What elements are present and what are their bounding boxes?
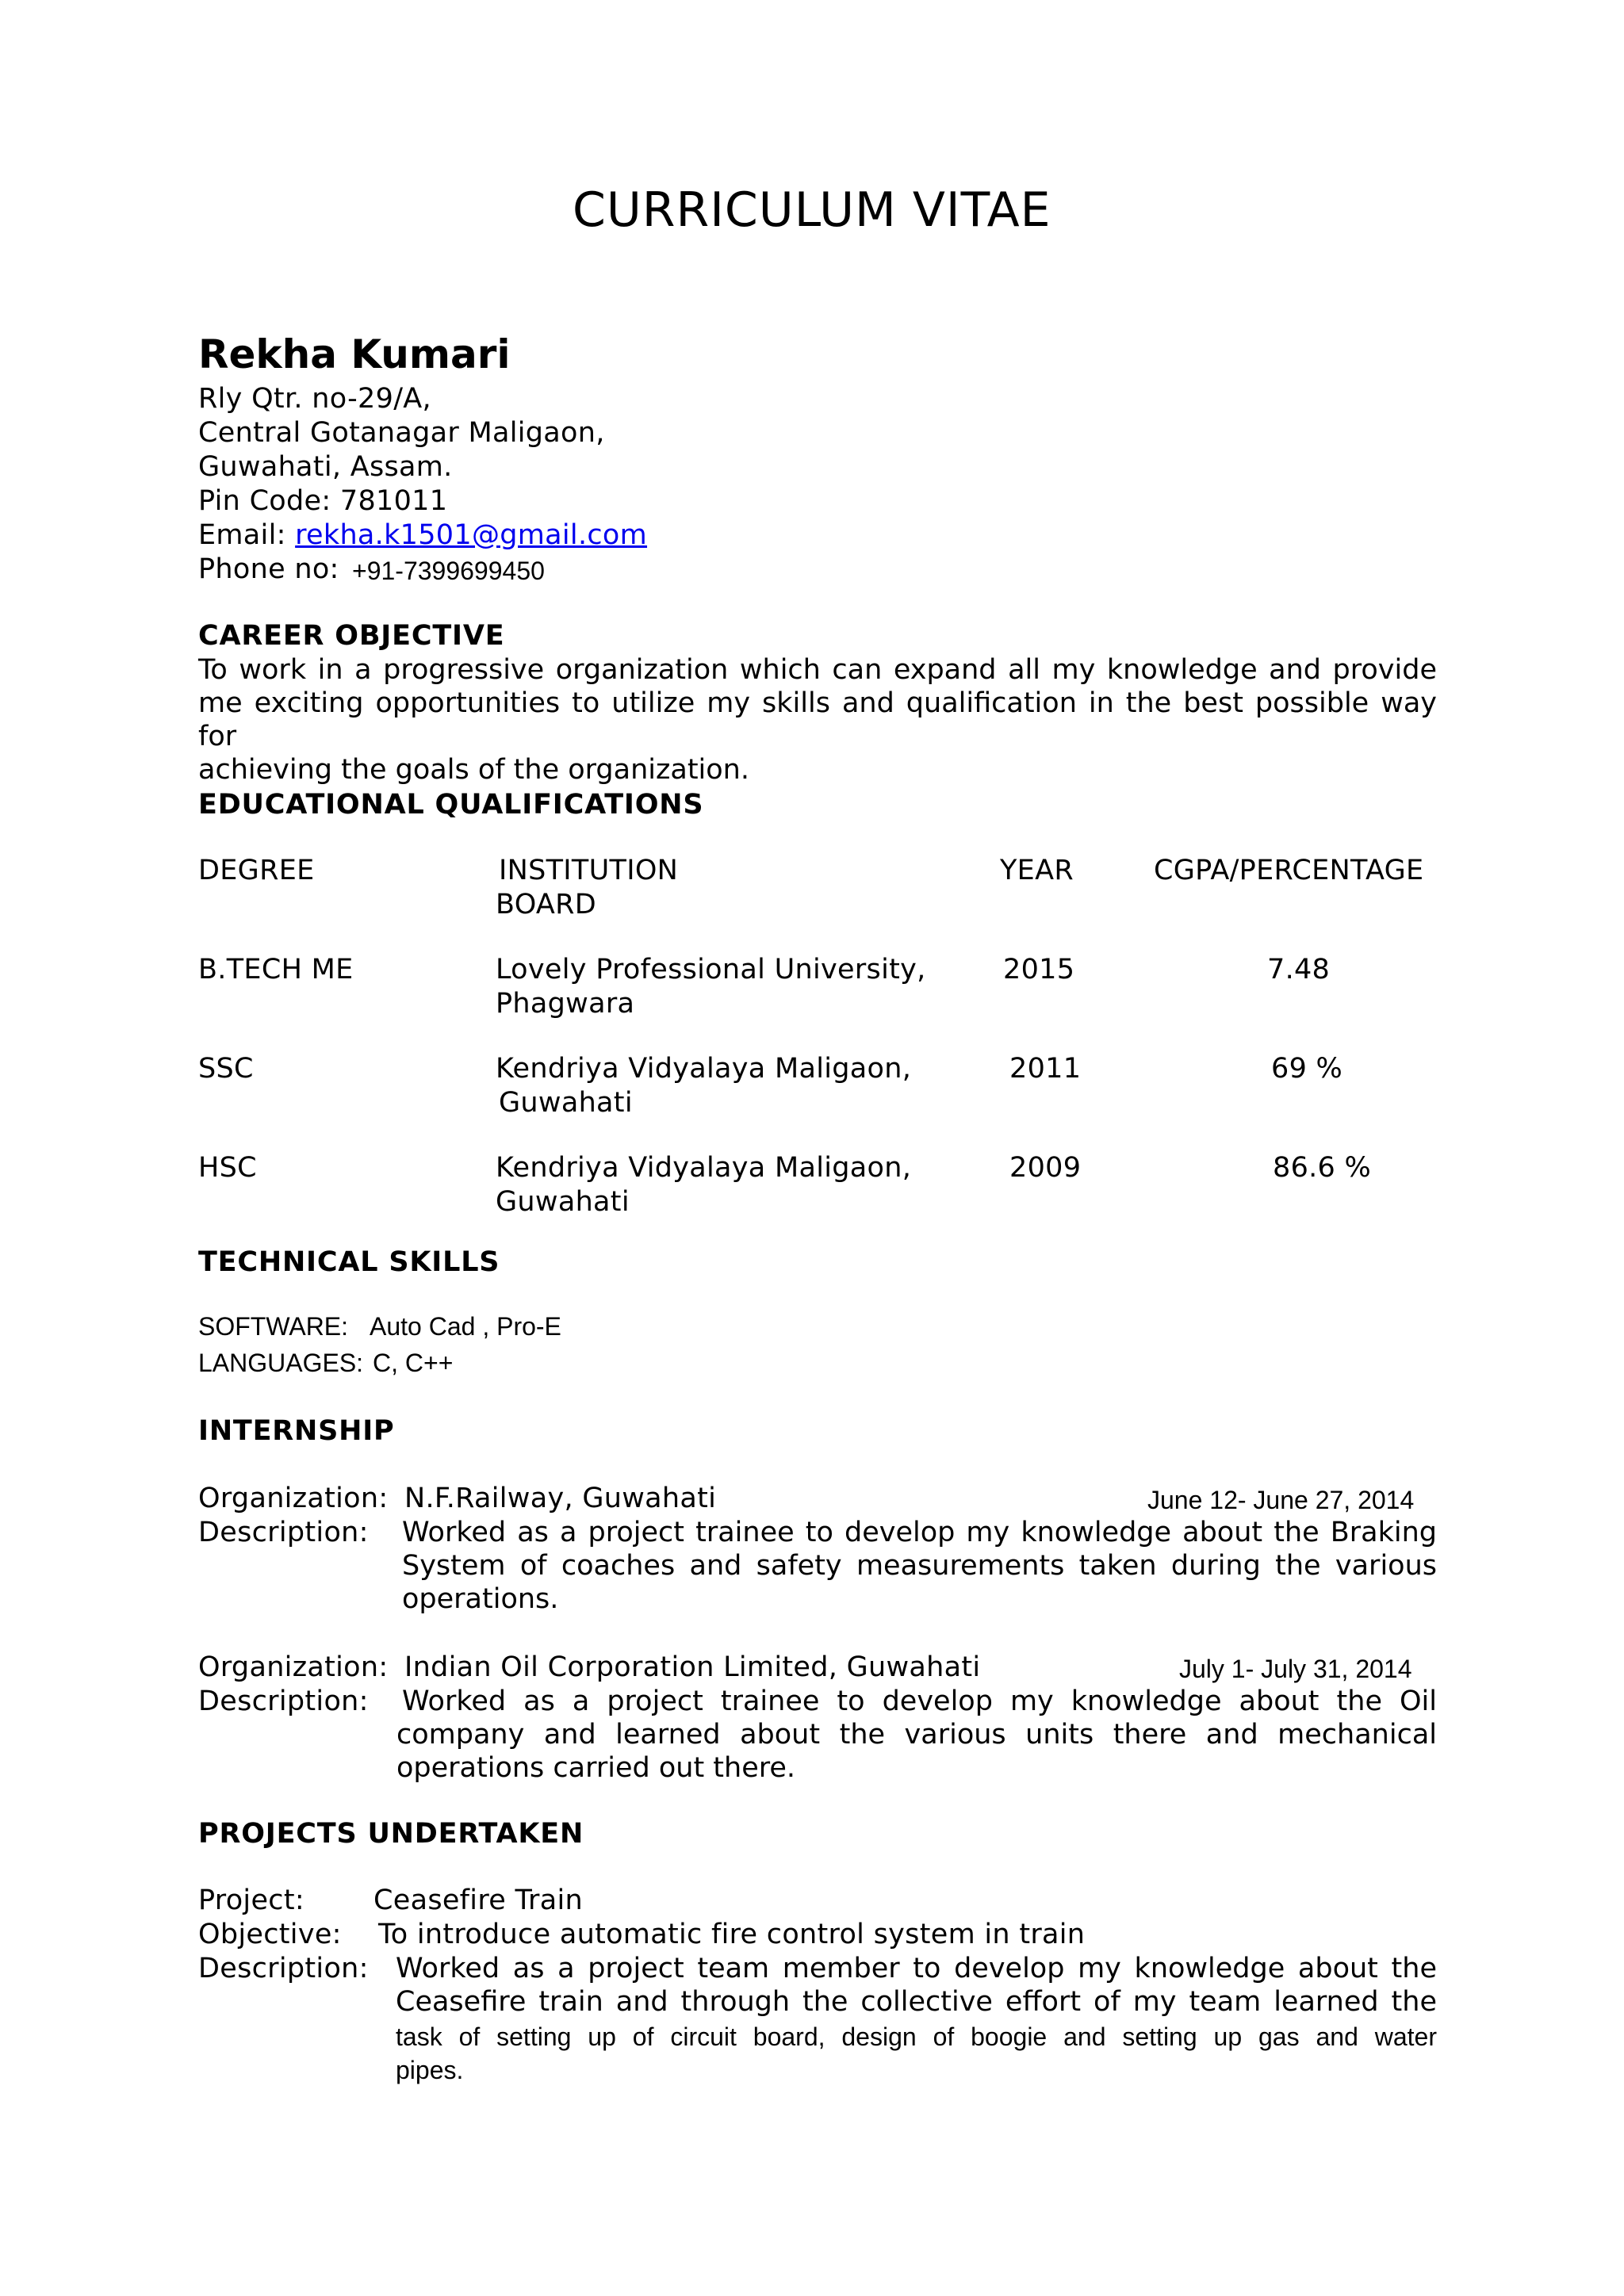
email-link[interactable]: rekha.k1501@gmail.com (295, 519, 648, 551)
edu-row-1-degree: B.TECH ME (198, 954, 354, 985)
col-header-degree: DEGREE (198, 855, 315, 886)
address-line-1: Rly Qtr. no-29/A, (198, 383, 431, 415)
edu-row-2-year: 2011 (1009, 1053, 1082, 1085)
software-label: SOFTWARE: (198, 1312, 349, 1341)
internship-2-desc-line-1: Worked as a project trainee to develop my knowledge about the Oil (402, 1686, 1437, 1717)
col-header-year: YEAR (1000, 855, 1074, 886)
objective-label: Objective: (198, 1919, 342, 1950)
col-header-score: CGPA/PERCENTAGE (1154, 855, 1424, 886)
internship-heading: INTERNSHIP (198, 1415, 395, 1447)
edu-row-2-score: 69 % (1271, 1053, 1343, 1085)
internship-2-desc (396, 1685, 1437, 1785)
internship-1-org-label: Organization: (198, 1483, 389, 1514)
career-line-2: me exciting opportunities to utilize my skills and qualification in the best possible way for (198, 687, 1437, 752)
internship-1-desc (402, 1516, 1437, 1616)
internship-1-desc-label: Description: (198, 1517, 369, 1548)
phone-label: Phone no: (198, 553, 339, 585)
internship-2-org-label: Organization: (198, 1651, 389, 1683)
phone-number: +91-7399699450 (352, 557, 545, 585)
software-value: Auto Cad , Pro-E (370, 1312, 561, 1341)
edu-row-3-year: 2009 (1009, 1152, 1082, 1184)
languages-value: C, C++ (373, 1349, 454, 1377)
address-line-3: Guwahati, Assam. (198, 451, 453, 483)
project-desc-label: Description: (198, 1953, 369, 1984)
internship-2-desc-line-2: company and learned about the various units there and mechanical (396, 1719, 1437, 1751)
internship-2-desc-line-3: operations carried out there. (396, 1752, 796, 1784)
email-label: Email: (198, 519, 296, 551)
project-desc-line-1: Worked as a project team member to develop my knowledge about the (396, 1953, 1437, 1984)
edu-row-3-institution-2: Guwahati (496, 1186, 630, 1218)
edu-row-2-institution-2: Guwahati (499, 1087, 633, 1119)
internship-1-desc-line-1: Worked as a project trainee to develop my knowledge about the Braking (402, 1517, 1437, 1548)
edu-row-1-institution-2: Phagwara (496, 988, 635, 1020)
col-header-institution: INSTITUTION (499, 855, 679, 886)
pin-code: Pin Code: 781011 (198, 485, 448, 517)
project-desc (396, 1952, 1437, 2019)
projects-heading: PROJECTS UNDERTAKEN (198, 1818, 584, 1850)
address-line-2: Central Gotanagar Maligaon, (198, 417, 605, 449)
career-line-1: To work in a progressive organization which can expand all my knowledge and provide (198, 654, 1437, 686)
education-heading: EDUCATIONAL QUALIFICATIONS (198, 789, 704, 821)
internship-1-org: N.F.Railway, Guwahati (404, 1483, 717, 1514)
project-desc-line-3: task of setting up of circuit board, design of boogie and setting up gas and water (396, 2022, 1437, 2051)
page-title: CURRICULUM VITAE (573, 182, 1051, 238)
project-value: Ceasefire Train (373, 1885, 583, 1916)
edu-row-3-institution: Kendriya Vidyalaya Maligaon, (496, 1152, 912, 1184)
edu-row-1-score: 7.48 (1267, 954, 1331, 985)
languages-label: LANGUAGES: (198, 1349, 364, 1377)
internship-1-desc-line-2: System of coaches and safety measurements taken during the various (402, 1550, 1437, 1582)
project-desc-line-4: pipes. (396, 2056, 464, 2084)
edu-row-3-score: 86.6 % (1273, 1152, 1372, 1184)
candidate-name: Rekha Kumari (198, 331, 511, 377)
career-line-3: achieving the goals of the organization. (198, 754, 749, 786)
col-header-board: BOARD (496, 889, 597, 920)
objective-value: To introduce automatic fire control system in train (378, 1919, 1086, 1950)
edu-row-2-degree: SSC (198, 1053, 254, 1085)
project-label: Project: (198, 1885, 304, 1916)
career-objective-heading: CAREER OBJECTIVE (198, 620, 505, 652)
edu-row-1-institution: Lovely Professional University, (496, 954, 926, 985)
edu-row-2-institution: Kendriya Vidyalaya Maligaon, (496, 1053, 912, 1085)
email-row (198, 519, 647, 552)
internship-2-desc-label: Description: (198, 1686, 369, 1717)
project-desc-line-2: Ceasefire train and through the collective effort of my team learned the (396, 1986, 1437, 2018)
internship-1-date: June 12- June 27, 2014 (1147, 1486, 1415, 1514)
edu-row-1-year: 2015 (1003, 954, 1075, 985)
internship-2-org: Indian Oil Corporation Limited, Guwahati (404, 1651, 981, 1683)
technical-skills-heading: TECHNICAL SKILLS (198, 1246, 500, 1278)
career-objective-text (198, 653, 1437, 786)
edu-row-3-degree: HSC (198, 1152, 257, 1184)
internship-1-desc-line-3: operations. (402, 1583, 559, 1615)
internship-2-date: July 1- July 31, 2014 (1179, 1655, 1412, 1683)
